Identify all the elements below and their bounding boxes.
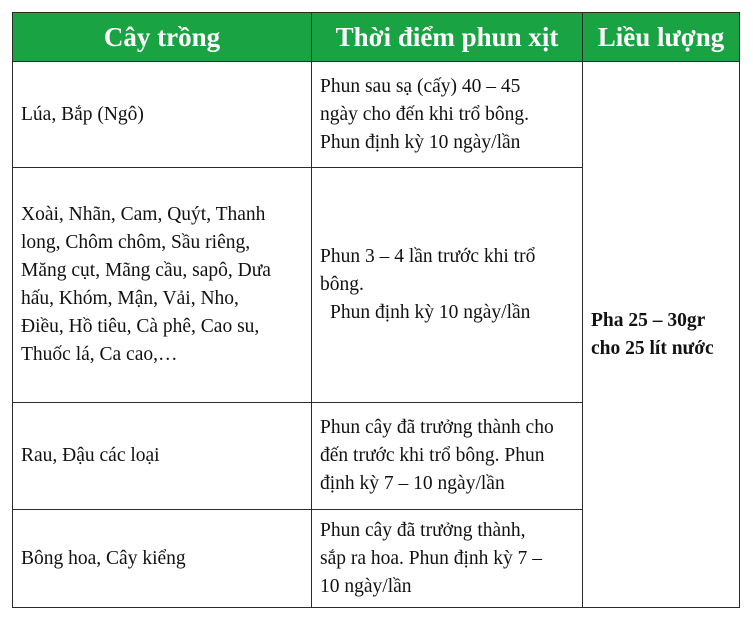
crop-cell: Rau, Đậu các loại bbox=[13, 403, 312, 510]
timing-line: Phun cây đã trưởng thành cho bbox=[320, 417, 554, 438]
dosage-line: cho 25 lít nước bbox=[591, 337, 714, 359]
timing-line: đến trước khi trổ bông. Phun bbox=[320, 445, 545, 466]
timing-line: Phun định kỳ 10 ngày/lần bbox=[330, 302, 531, 323]
header-dosage: Liều lượng bbox=[583, 13, 740, 62]
crop-cell: Lúa, Bắp (Ngô) bbox=[13, 62, 312, 168]
timing-line: 10 ngày/lần bbox=[320, 575, 412, 597]
dosage-cell bbox=[583, 62, 740, 608]
timing-line: định kỳ 7 – 10 ngày/lần bbox=[320, 473, 505, 494]
timing-line: Phun cây đã trưởng thành, bbox=[320, 519, 526, 541]
crop-line: Điều, Hồ tiêu, Cà phê, Cao su, bbox=[21, 316, 260, 337]
timing-cell bbox=[312, 510, 583, 608]
timing-cell bbox=[312, 403, 583, 510]
crop-line: long, Chôm chôm, Sầu riêng, bbox=[21, 232, 251, 253]
timing-line: bông. bbox=[320, 274, 364, 295]
crop-line: Xoài, Nhãn, Cam, Quýt, Thanh bbox=[21, 204, 266, 225]
crop-cell: Bông hoa, Cây kiểng bbox=[13, 510, 312, 608]
crop-line: Măng cụt, Mãng cầu, sapô, Dưa bbox=[21, 260, 271, 281]
timing-line: Phun sau sạ (cấy) 40 – 45 bbox=[320, 75, 521, 97]
table-row bbox=[13, 62, 740, 168]
timing-cell bbox=[312, 168, 583, 403]
timing-line: Phun 3 – 4 lần trước khi trổ bbox=[320, 246, 536, 267]
crop-spraying-table bbox=[12, 12, 740, 608]
crop-cell bbox=[13, 168, 312, 403]
timing-line: Phun định kỳ 10 ngày/lần bbox=[320, 131, 521, 153]
timing-line: ngày cho đến khi trổ bông. bbox=[320, 103, 530, 125]
table-header-row bbox=[13, 13, 740, 62]
timing-cell bbox=[312, 62, 583, 168]
header-spray-timing: Thời điểm phun xịt bbox=[312, 13, 583, 62]
dosage-line: Pha 25 – 30gr bbox=[591, 309, 706, 331]
header-crop: Cây trồng bbox=[13, 13, 312, 62]
timing-line: sắp ra hoa. Phun định kỳ 7 – bbox=[320, 547, 543, 569]
crop-line: hấu, Khóm, Mận, Vải, Nho, bbox=[21, 288, 239, 309]
crop-line: Thuốc lá, Ca cao,… bbox=[21, 344, 178, 365]
